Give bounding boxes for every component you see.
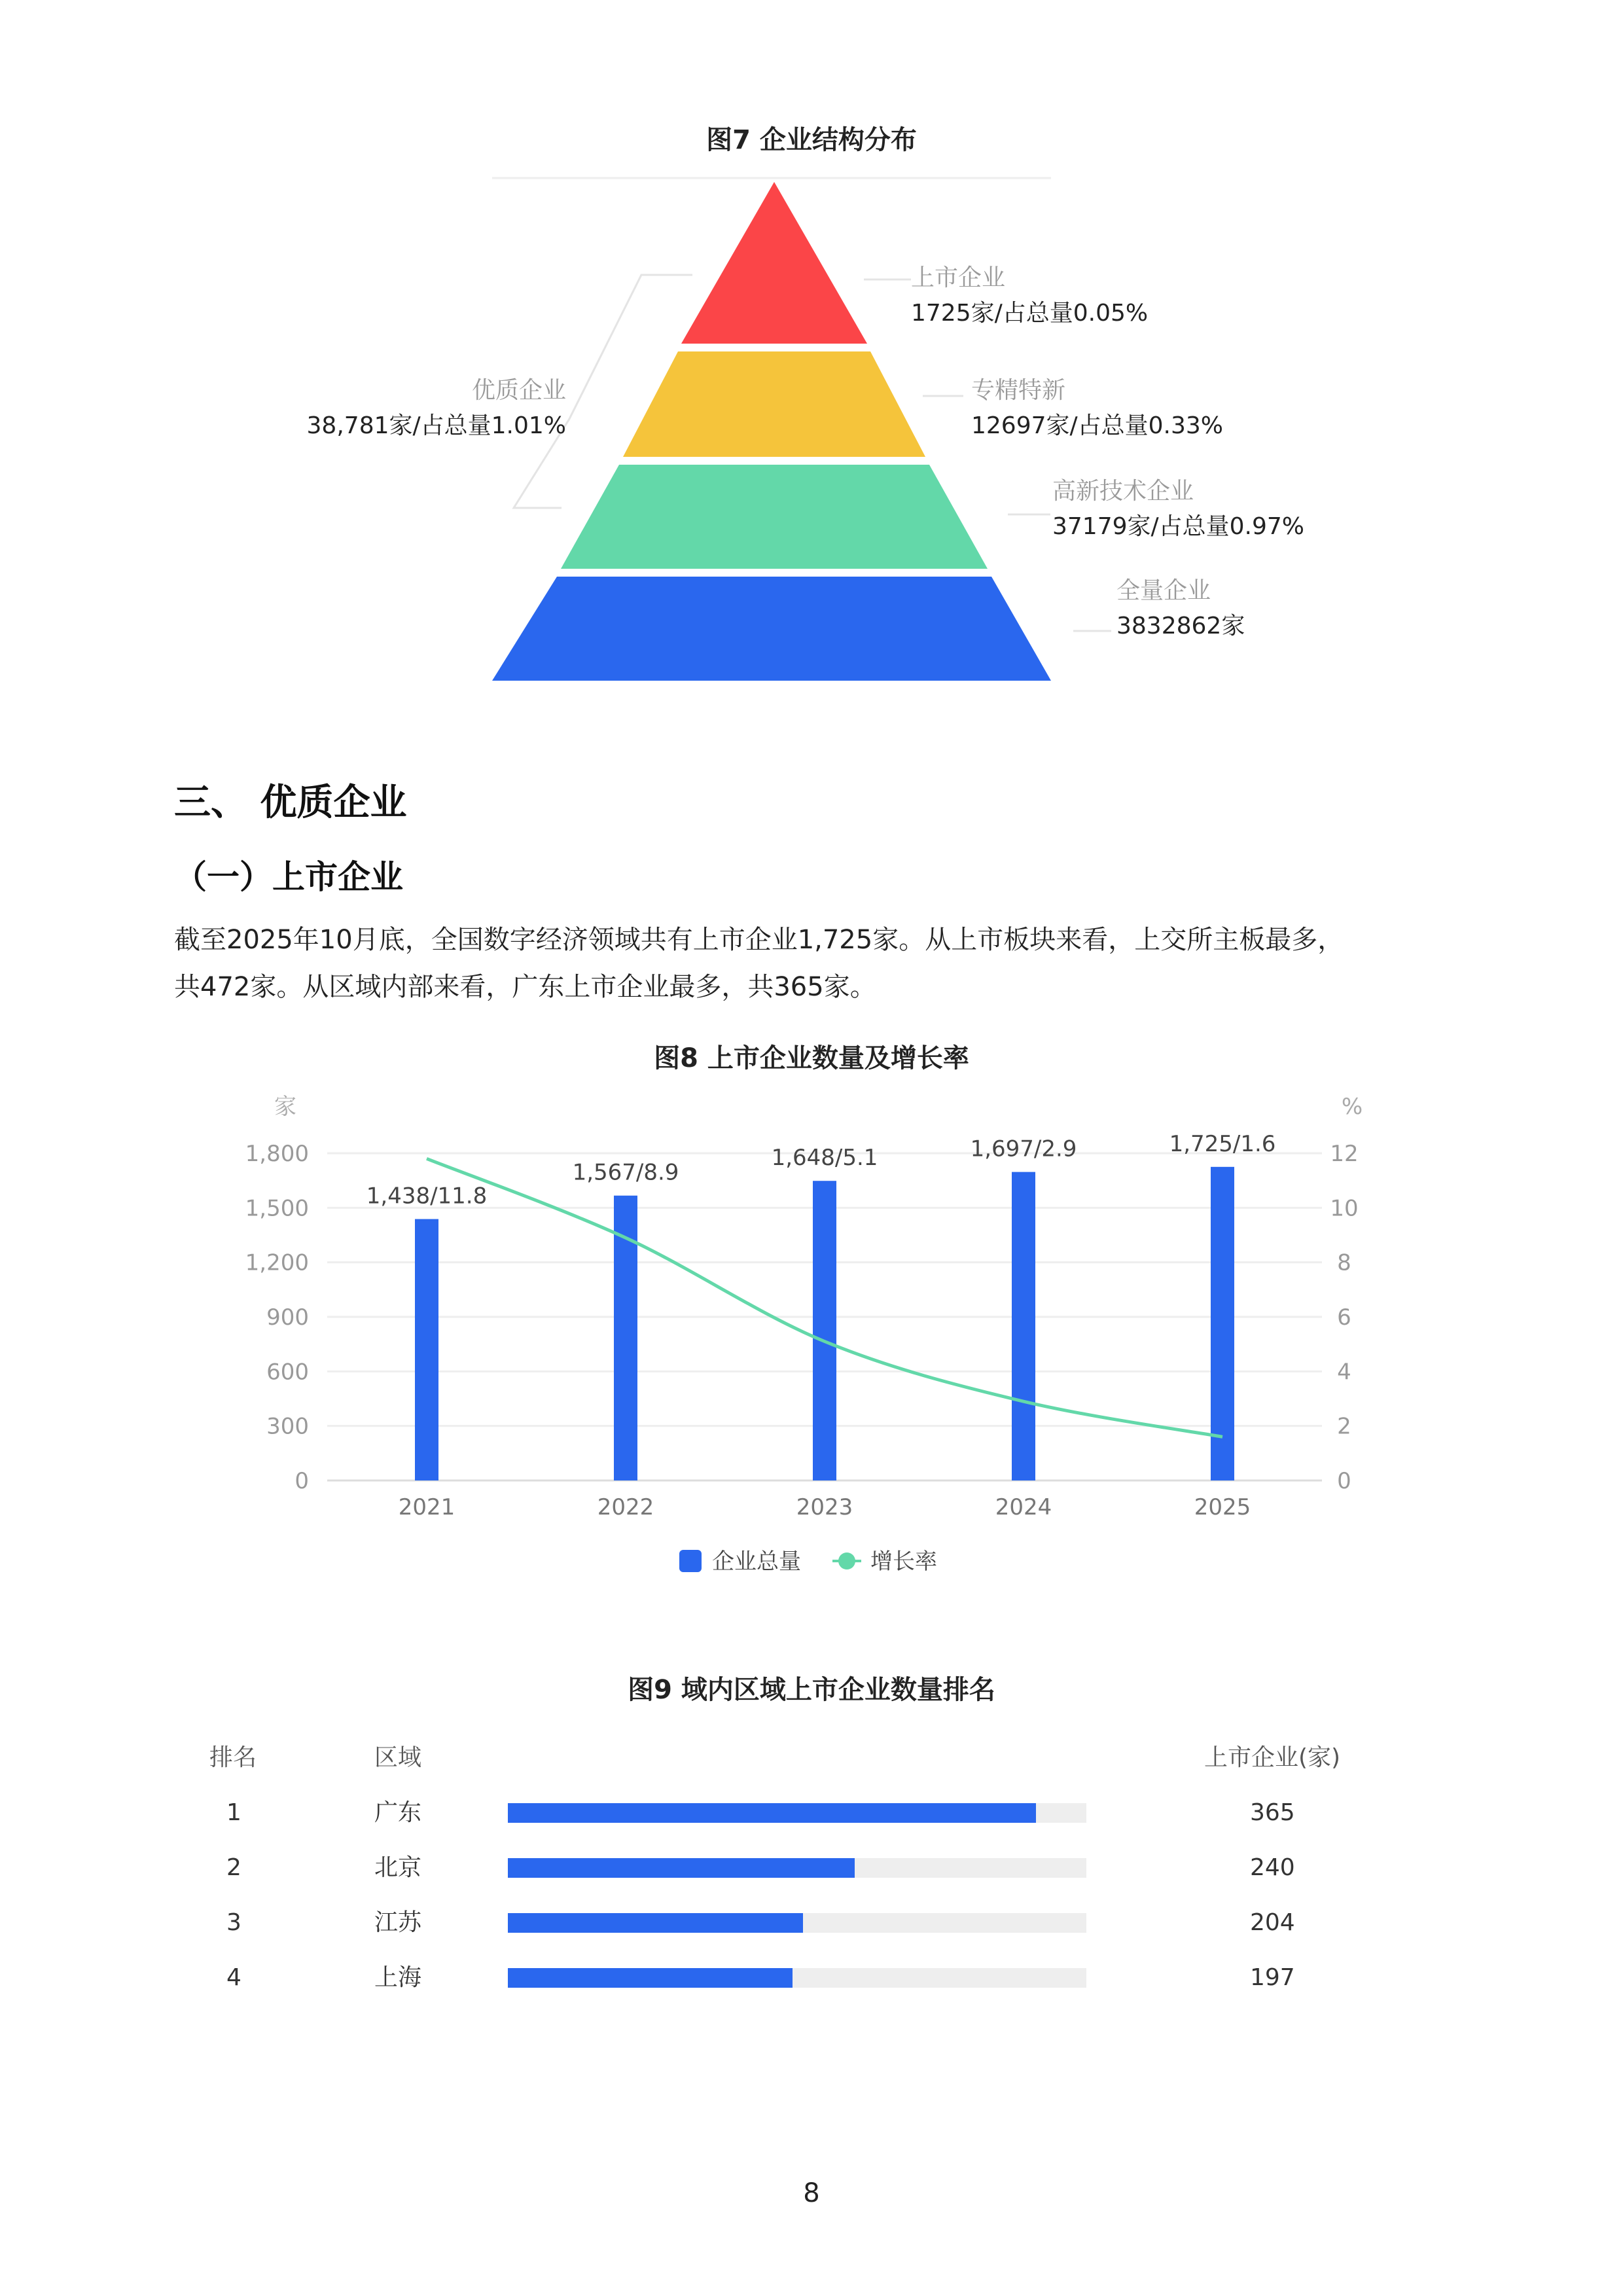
rank-region: 北京 — [374, 1854, 422, 1881]
header-count: 上市企业(家) — [1204, 1744, 1341, 1771]
body-paragraph-line-1: 截至2025年10月底，全国数字经济领域共有上市企业1,725家。从上市板块来看，上交所主板最多， — [174, 925, 1344, 955]
rank-bar-fill — [508, 1968, 793, 1988]
x-label-2024: 2024 — [995, 1494, 1052, 1520]
rank-count: 365 — [1250, 1799, 1295, 1826]
left-tick-label: 1,500 — [245, 1195, 309, 1222]
pyramid-label-quality — [249, 373, 566, 444]
pyramid-label-listed-name: 上市企业 — [911, 264, 1006, 291]
left-tick-label: 300 — [266, 1413, 309, 1440]
fig8-chart — [0, 1073, 1623, 1584]
pyramid-label-specialized-name: 专精特新 — [971, 377, 1066, 404]
rank-bar-track — [508, 1858, 1086, 1878]
right-tick-label: 12 — [1330, 1141, 1359, 1167]
page-number: 8 — [803, 2178, 820, 2208]
left-tick-label: 600 — [266, 1359, 309, 1386]
header-region: 区域 — [374, 1744, 422, 1771]
ranking-row — [0, 1903, 1623, 1943]
pyramid-label-specialized-value: 12697家/占总量0.33% — [971, 412, 1224, 439]
pyramid-layer-hightech — [561, 465, 988, 569]
legend-line-swatch-dot — [838, 1552, 855, 1570]
ranking-row — [0, 1848, 1623, 1888]
right-tick-label: 8 — [1337, 1249, 1351, 1276]
pyramid-label-listed-value: 1725家/占总量0.05% — [911, 300, 1149, 327]
right-tick-label: 6 — [1337, 1304, 1351, 1331]
pyramid-label-all — [1116, 573, 1245, 644]
rank-number: 1 — [226, 1799, 241, 1826]
rank-bar-track — [508, 1913, 1086, 1933]
x-label-2025: 2025 — [1194, 1494, 1251, 1520]
data-label-2022: 1,567/8.9 — [572, 1159, 679, 1186]
pyramid-label-listed — [911, 260, 1148, 331]
pyramid-label-all-value: 3832862家 — [1116, 613, 1245, 639]
bar-2021 — [415, 1219, 438, 1480]
rank-count: 240 — [1250, 1854, 1295, 1881]
fig8-legend — [679, 1549, 937, 1575]
data-label-2023: 1,648/5.1 — [771, 1145, 878, 1172]
legend-bar-swatch — [679, 1550, 702, 1572]
data-label-2021: 1,438/11.8 — [366, 1183, 488, 1210]
bar-2023 — [813, 1181, 836, 1480]
x-label-2023: 2023 — [796, 1494, 853, 1520]
rank-number: 4 — [226, 1964, 241, 1991]
rank-number: 2 — [226, 1854, 241, 1881]
rank-region: 上海 — [374, 1964, 422, 1991]
x-label-2022: 2022 — [597, 1494, 654, 1520]
fig7-title: 图7 企业结构分布 — [706, 125, 917, 155]
pyramid-label-all-name: 全量企业 — [1116, 577, 1211, 604]
rank-bar-fill — [508, 1803, 1036, 1823]
pyramid-label-quality-name: 优质企业 — [471, 377, 566, 404]
pyramid-label-hightech-name: 高新技术企业 — [1052, 478, 1194, 505]
fig7-pyramid-chart — [0, 0, 1623, 720]
rank-region: 广东 — [374, 1799, 422, 1826]
right-tick-label: 2 — [1337, 1413, 1351, 1440]
pyramid-layer-specialized — [623, 351, 925, 457]
rank-count: 197 — [1250, 1964, 1295, 1991]
subsection-heading: （一）上市企业 — [174, 858, 403, 896]
pyramid-label-quality-value: 38,781家/占总量1.01% — [306, 412, 566, 439]
legend-bar-label: 企业总量 — [712, 1549, 801, 1575]
header-rank: 排名 — [209, 1744, 257, 1771]
pyramid-label-hightech-value: 37179家/占总量0.97% — [1052, 513, 1305, 540]
left-tick-label: 1,800 — [245, 1141, 309, 1167]
x-label-2021: 2021 — [398, 1494, 455, 1520]
pyramid-layer-all — [492, 577, 1051, 681]
right-tick-label: 10 — [1330, 1195, 1359, 1222]
rank-number: 3 — [226, 1909, 241, 1936]
rank-count: 204 — [1250, 1909, 1295, 1936]
section-heading: 三、 优质企业 — [174, 781, 407, 824]
rank-region: 江苏 — [374, 1909, 422, 1936]
rank-bar-fill — [508, 1858, 855, 1878]
fig8-bars — [415, 1167, 1234, 1480]
right-axis-unit: % — [1341, 1094, 1363, 1120]
ranking-header — [0, 1738, 1623, 1778]
left-tick-label: 0 — [294, 1468, 309, 1494]
ranking-row — [0, 1793, 1623, 1833]
fig9-title: 图9 域内区域上市企业数量排名 — [628, 1675, 995, 1705]
left-tick-label: 900 — [266, 1304, 309, 1331]
rank-bar-track — [508, 1803, 1086, 1823]
left-tick-label: 1,200 — [245, 1249, 309, 1276]
pyramid-label-specialized — [971, 373, 1223, 444]
left-axis-unit: 家 — [274, 1094, 296, 1120]
data-label-2025: 1,725/1.6 — [1169, 1130, 1276, 1157]
pyramid-layer-listed — [681, 182, 867, 344]
legend-line-label: 增长率 — [870, 1549, 937, 1575]
bar-2025 — [1211, 1167, 1234, 1480]
data-label-2024: 1,697/2.9 — [970, 1136, 1077, 1162]
pyramid-label-hightech — [1052, 474, 1304, 545]
right-tick-label: 0 — [1337, 1468, 1351, 1494]
body-paragraph — [174, 916, 1457, 1011]
bar-2024 — [1012, 1172, 1035, 1480]
right-tick-label: 4 — [1337, 1359, 1351, 1386]
fig8-title: 图8 上市企业数量及增长率 — [654, 1043, 969, 1073]
rank-bar-track — [508, 1968, 1086, 1988]
fig8-x-labels — [399, 1494, 1251, 1520]
ranking-row — [0, 1958, 1623, 1998]
rank-bar-fill — [508, 1913, 803, 1933]
body-paragraph-line-2: 共472家。从区域内部来看，广东上市企业最多，共365家。 — [174, 972, 876, 1002]
